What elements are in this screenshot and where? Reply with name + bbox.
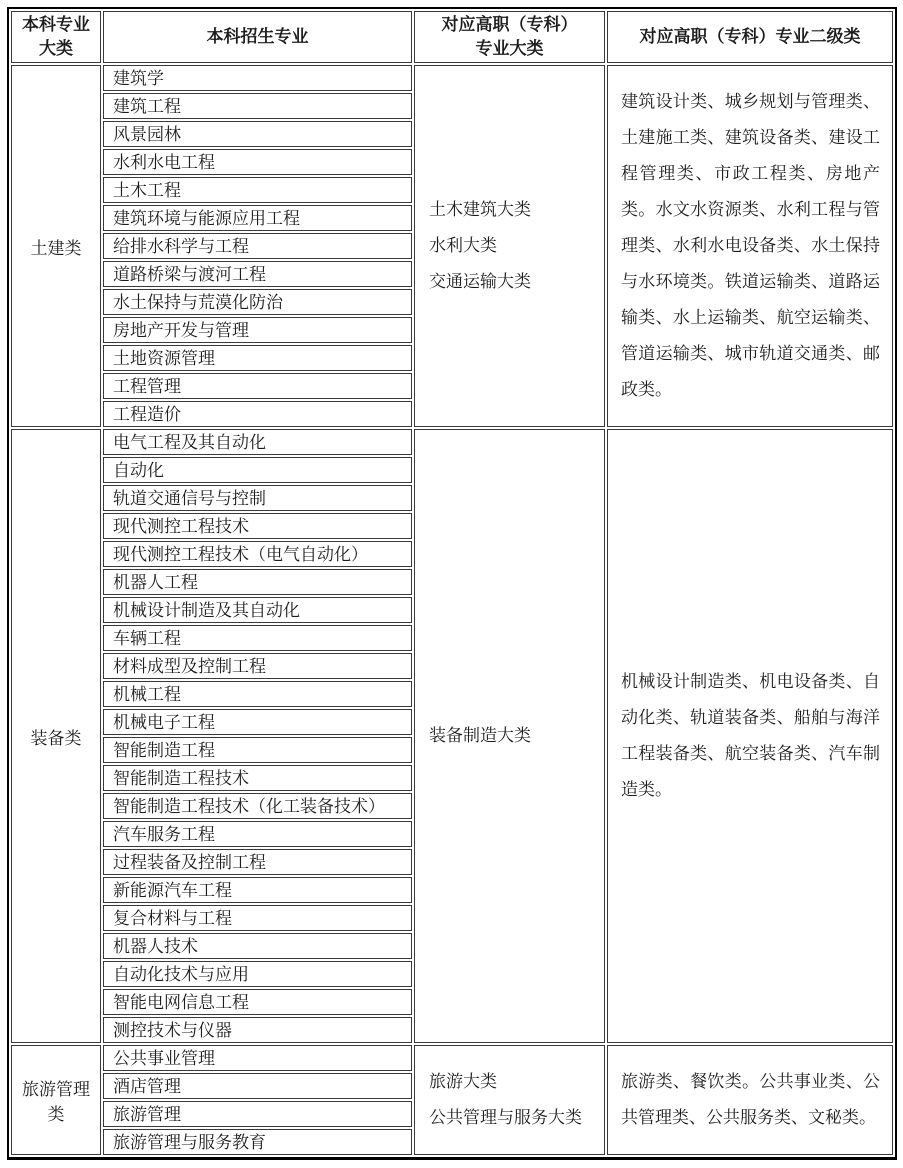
major-cell: 智能制造工程 xyxy=(103,737,412,763)
secondary-categories-text: 旅游类、餐饮类。公共事业类、公共管理类、公共服务类、文秘类。 xyxy=(621,1072,880,1127)
vocational-category-cell xyxy=(414,429,605,1043)
major-cell: 土木工程 xyxy=(103,177,412,203)
vocational-category-line: 土木建筑大类 xyxy=(429,200,531,219)
major-cell: 智能制造工程技术 xyxy=(103,765,412,791)
major-cell: 公共事业管理 xyxy=(103,1045,412,1071)
major-cell: 机器人工程 xyxy=(103,569,412,595)
table-header-row xyxy=(11,11,893,63)
major-cell: 房地产开发与管理 xyxy=(103,317,412,343)
major-cell: 机械设计制造及其自动化 xyxy=(103,597,412,623)
major-cell: 测控技术与仪器 xyxy=(103,1017,412,1043)
major-cell: 酒店管理 xyxy=(103,1073,412,1099)
major-cell: 车辆工程 xyxy=(103,625,412,651)
table-group-row xyxy=(11,65,893,427)
major-cell: 旅游管理 xyxy=(103,1101,412,1127)
vocational-category-line: 装备制造大类 xyxy=(429,726,531,745)
undergrad-majors-column xyxy=(103,1045,412,1155)
undergrad-majors-column xyxy=(103,65,412,427)
major-cell: 过程装备及控制工程 xyxy=(103,849,412,875)
undergrad-category-cell: 旅游管理类 xyxy=(11,1045,101,1155)
secondary-categories-cell xyxy=(607,429,893,1043)
major-cell: 道路桥梁与渡河工程 xyxy=(103,261,412,287)
major-cell: 新能源汽车工程 xyxy=(103,877,412,903)
major-cell: 自动化技术与应用 xyxy=(103,961,412,987)
vocational-category-line: 水利大类 xyxy=(429,236,497,255)
major-cell: 工程管理 xyxy=(103,373,412,399)
table-group-row xyxy=(11,1045,893,1155)
secondary-categories-text: 机械设计制造类、机电设备类、自动化类、轨道装备类、船舶与海洋工程装备类、航空装备类、汽车制造类。 xyxy=(621,672,880,799)
major-cell: 旅游管理与服务教育 xyxy=(103,1129,412,1155)
major-cell: 汽车服务工程 xyxy=(103,821,412,847)
majors-mapping-table xyxy=(7,7,897,1160)
major-cell: 机器人技术 xyxy=(103,933,412,959)
secondary-categories-text: 建筑设计类、城乡规划与管理类、土建施工类、建筑设备类、建设工程管理类、市政工程类、房地产类。水文水资源类、水利工程与管理类、水利水电设备类、水土保持与水环境类。铁道运输类、道路运输类、水上运输类、航空运输类、管道运输类、城市轨道交通类、邮政类。 xyxy=(621,92,880,399)
major-cell: 风景园林 xyxy=(103,121,412,147)
major-cell: 建筑环境与能源应用工程 xyxy=(103,205,412,231)
major-cell: 机械工程 xyxy=(103,681,412,707)
header-undergrad-majors: 本科招生专业 xyxy=(103,11,412,63)
header-vocational-category: 对应高职（专科）专业大类 xyxy=(414,11,605,63)
major-cell: 自动化 xyxy=(103,457,412,483)
header-undergrad-category: 本科专业大类 xyxy=(11,11,101,63)
vocational-category-line: 旅游大类 xyxy=(429,1072,497,1091)
table-group-row xyxy=(11,429,893,1043)
table-body xyxy=(11,65,893,1155)
major-cell: 复合材料与工程 xyxy=(103,905,412,931)
major-cell: 建筑学 xyxy=(103,65,412,91)
major-cell: 智能制造工程技术（化工装备技术） xyxy=(103,793,412,819)
major-cell: 给排水科学与工程 xyxy=(103,233,412,259)
secondary-categories-cell xyxy=(607,65,893,427)
header-vocational-secondary: 对应高职（专科）专业二级类 xyxy=(607,11,893,63)
major-cell: 智能电网信息工程 xyxy=(103,989,412,1015)
major-cell: 水利水电工程 xyxy=(103,149,412,175)
major-cell: 工程造价 xyxy=(103,401,412,427)
major-cell: 土地资源管理 xyxy=(103,345,412,371)
major-cell: 现代测控工程技术 xyxy=(103,513,412,539)
major-cell: 轨道交通信号与控制 xyxy=(103,485,412,511)
vocational-category-line: 交通运输大类 xyxy=(429,272,531,291)
major-cell: 材料成型及控制工程 xyxy=(103,653,412,679)
major-cell: 现代测控工程技术（电气自动化） xyxy=(103,541,412,567)
vocational-category-cell xyxy=(414,65,605,427)
major-cell: 建筑工程 xyxy=(103,93,412,119)
vocational-category-cell xyxy=(414,1045,605,1155)
undergrad-category-cell: 装备类 xyxy=(11,429,101,1043)
major-cell: 电气工程及其自动化 xyxy=(103,429,412,455)
major-cell: 机械电子工程 xyxy=(103,709,412,735)
undergrad-majors-column xyxy=(103,429,412,1043)
undergrad-category-cell: 土建类 xyxy=(11,65,101,427)
vocational-category-line: 公共管理与服务大类 xyxy=(429,1108,582,1127)
secondary-categories-cell xyxy=(607,1045,893,1155)
major-cell: 水土保持与荒漠化防治 xyxy=(103,289,412,315)
